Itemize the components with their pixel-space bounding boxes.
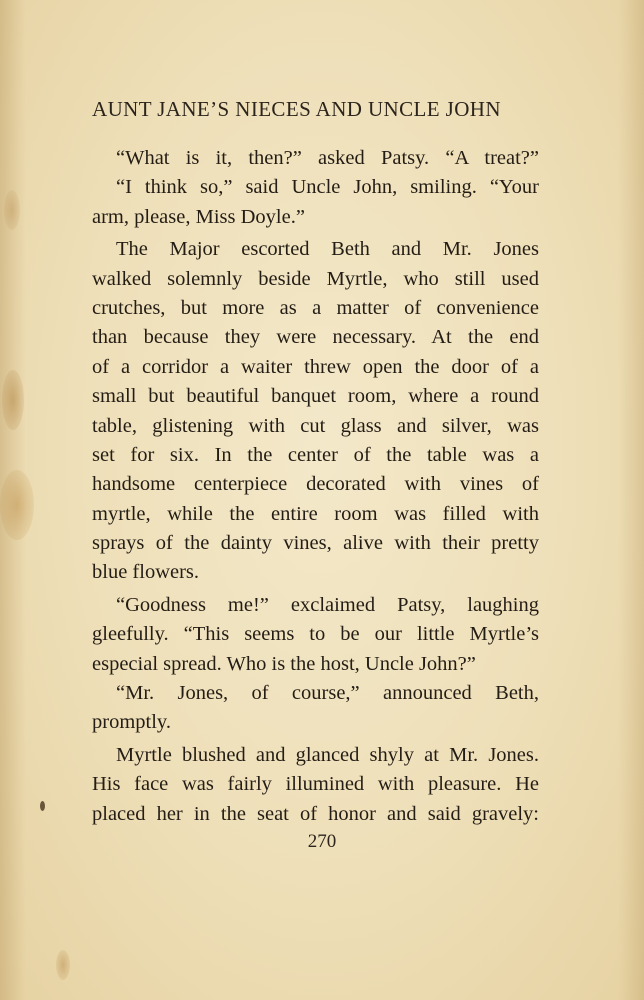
text-line: His face was fairly illumined with pleasure. He	[92, 773, 539, 796]
foxing-stain	[56, 950, 70, 980]
text-line: Myrtle blushed and glanced shyly at Mr. Jones.	[116, 743, 539, 766]
text-line: crutches, but more as a matter of convenience	[92, 296, 539, 319]
page-number: 270	[307, 831, 337, 852]
foxing-stain	[2, 370, 24, 430]
text-line: myrtle, while the entire room was filled with	[92, 502, 539, 525]
text-line: blue flowers.	[92, 561, 200, 584]
text-line: placed her in the seat of honor and said gravely:	[92, 802, 539, 825]
running-head: AUNT JANE’S NIECES AND UNCLE JOHN	[92, 97, 501, 121]
text-line: table, glistening with cut glass and silver, was	[92, 414, 539, 437]
body-text	[92, 144, 539, 829]
foxing-stain	[4, 190, 20, 230]
text-line: gleefully. “This seems to be our little Myrtle’s	[92, 623, 539, 646]
text-line: “Goodness me!” exclaimed Patsy, laughing	[116, 593, 539, 616]
text-line: arm, please, Miss Doyle.”	[92, 205, 305, 228]
foxing-stain	[0, 470, 34, 540]
text-line: of a corridor a waiter threw open the door of a	[92, 355, 539, 378]
text-line: “What is it, then?” asked Patsy. “A treat?”	[116, 147, 539, 169]
text-line: The Major escorted Beth and Mr. Jones	[116, 238, 539, 261]
text-line: sprays of the dainty vines, alive with their pretty	[92, 532, 539, 555]
text-line: promptly.	[92, 711, 171, 734]
text-line: “Mr. Jones, of course,” announced Beth,	[116, 682, 539, 705]
text-line: walked solemnly beside Myrtle, who still used	[92, 267, 539, 290]
text-line: set for six. In the center of the table was a	[92, 443, 539, 466]
ink-speck	[40, 801, 45, 811]
text-line: than because they were necessary. At the end	[92, 326, 539, 349]
text-line: “I think so,” said Uncle John, smiling. “Your	[116, 176, 539, 199]
text-line: handsome centerpiece decorated with vines of	[92, 473, 539, 496]
text-line: small but beautiful banquet room, where a round	[92, 385, 539, 408]
text-line: especial spread. Who is the host, Uncle John?”	[92, 652, 476, 675]
